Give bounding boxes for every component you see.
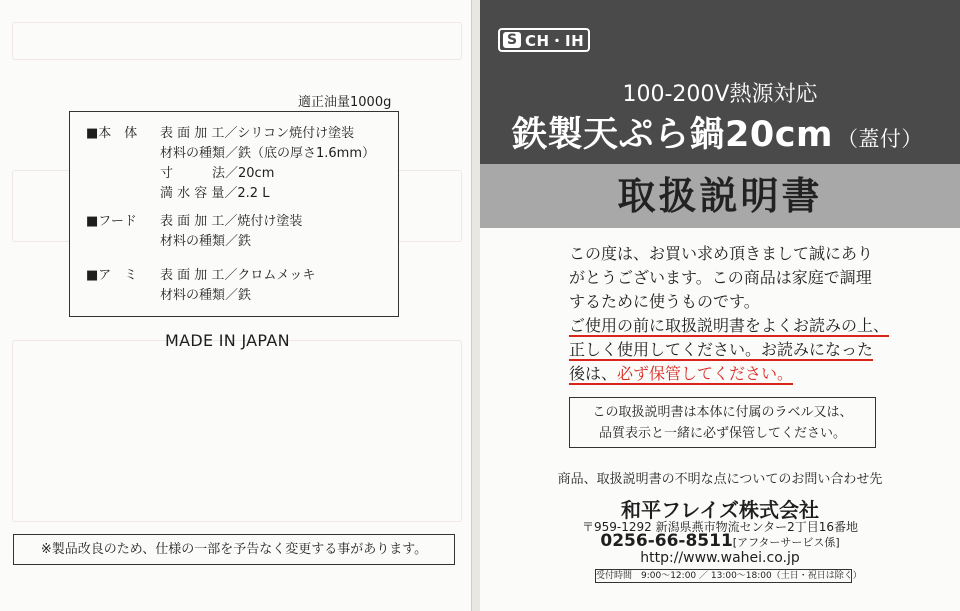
spec-line: 満 水 容 量／2.2 L: [160, 186, 270, 201]
spec-box: [69, 111, 399, 317]
intro-line-underlined: ご使用の前に取扱説明書をよくお読みの上、: [569, 316, 890, 335]
oil-capacity: 適正油量1000g: [298, 95, 392, 110]
intro-line-underlined: 正しく使用してください。お読みになった: [569, 340, 874, 359]
phone-number: 0256-66-8511: [600, 531, 733, 551]
spec-group-body: [86, 124, 375, 204]
product-name: 鉄製天ぷら鍋20cm: [512, 115, 833, 155]
spec-head: ■フード: [86, 214, 137, 229]
product-title: [512, 107, 923, 157]
spec-line: 材料の種類／鉄: [160, 234, 252, 249]
company-address: 〒959-1292 新潟県燕市物流センター2丁目16番地: [581, 520, 858, 534]
intro-line: がとうございます。この商品は家庭で調理: [569, 268, 872, 287]
ghost-panel: [12, 22, 462, 60]
right-page: [480, 0, 960, 611]
intro-text: [569, 242, 889, 386]
keep-warning: 必ず保管してください。: [617, 364, 794, 383]
spec-line: 材料の種類／鉄（底の厚さ1.6mm）: [160, 146, 376, 161]
intro-line-part: 後は、: [569, 364, 618, 383]
s-mark-icon: S: [503, 32, 521, 48]
keep-note-line: この取扱説明書は本体に付属のラベル又は、: [592, 405, 853, 420]
spec-head: ■ア ミ: [86, 268, 138, 283]
keep-note-line: 品質表示と一緒に必ず保管してください。: [598, 426, 846, 441]
company-name: 和平フレイズ株式会社: [621, 498, 819, 522]
voltage-label: 100-200V熱源対応: [622, 82, 818, 107]
intro-line: するために使うものです。: [569, 292, 760, 311]
inquiry-label: 商品、取扱説明書の不明な点についてのお問い合わせ先: [557, 472, 883, 487]
intro-line: この度は、お買い求め頂きまして誠にあり: [569, 244, 874, 263]
manual-title: 取扱説明書: [480, 164, 960, 228]
keep-manual-note: [569, 397, 876, 448]
spec-head: ■本 体: [86, 126, 138, 141]
spec-line: 表 面 加 工／シリコン焼付け塗装: [160, 126, 355, 141]
title-band: [480, 0, 960, 164]
spec-line: 表 面 加 工／クロムメッキ: [160, 268, 316, 283]
logo-text: CH・IH: [525, 31, 585, 50]
spec-line: 表 面 加 工／焼付け塗装: [160, 214, 303, 229]
ghost-panel: [12, 340, 462, 522]
spec-group-hood: [86, 212, 302, 252]
company-url[interactable]: http://www.wahei.co.jp: [640, 550, 800, 566]
product-sub: （蓋付）: [836, 127, 923, 151]
spec-group-net: [86, 266, 315, 306]
left-page: [0, 0, 472, 611]
intro-line-underlined: [569, 364, 793, 385]
spec-change-notice: ※製品改良のため、仕様の一部を予告なく変更する事があります。: [13, 534, 455, 565]
phone-note: [アフターサービス係]: [732, 536, 840, 549]
spec-line: 寸 法／20cm: [160, 166, 275, 181]
made-in-label: MADE IN JAPAN: [165, 331, 290, 350]
business-hours: 受付時間 9:00〜12:00 ／ 13:00〜18:00（土日・祝日は除く）: [596, 571, 862, 581]
spec-line: 材料の種類／鉄: [160, 288, 252, 303]
company-phone: [480, 531, 960, 551]
ch-ih-logo: [498, 28, 590, 52]
